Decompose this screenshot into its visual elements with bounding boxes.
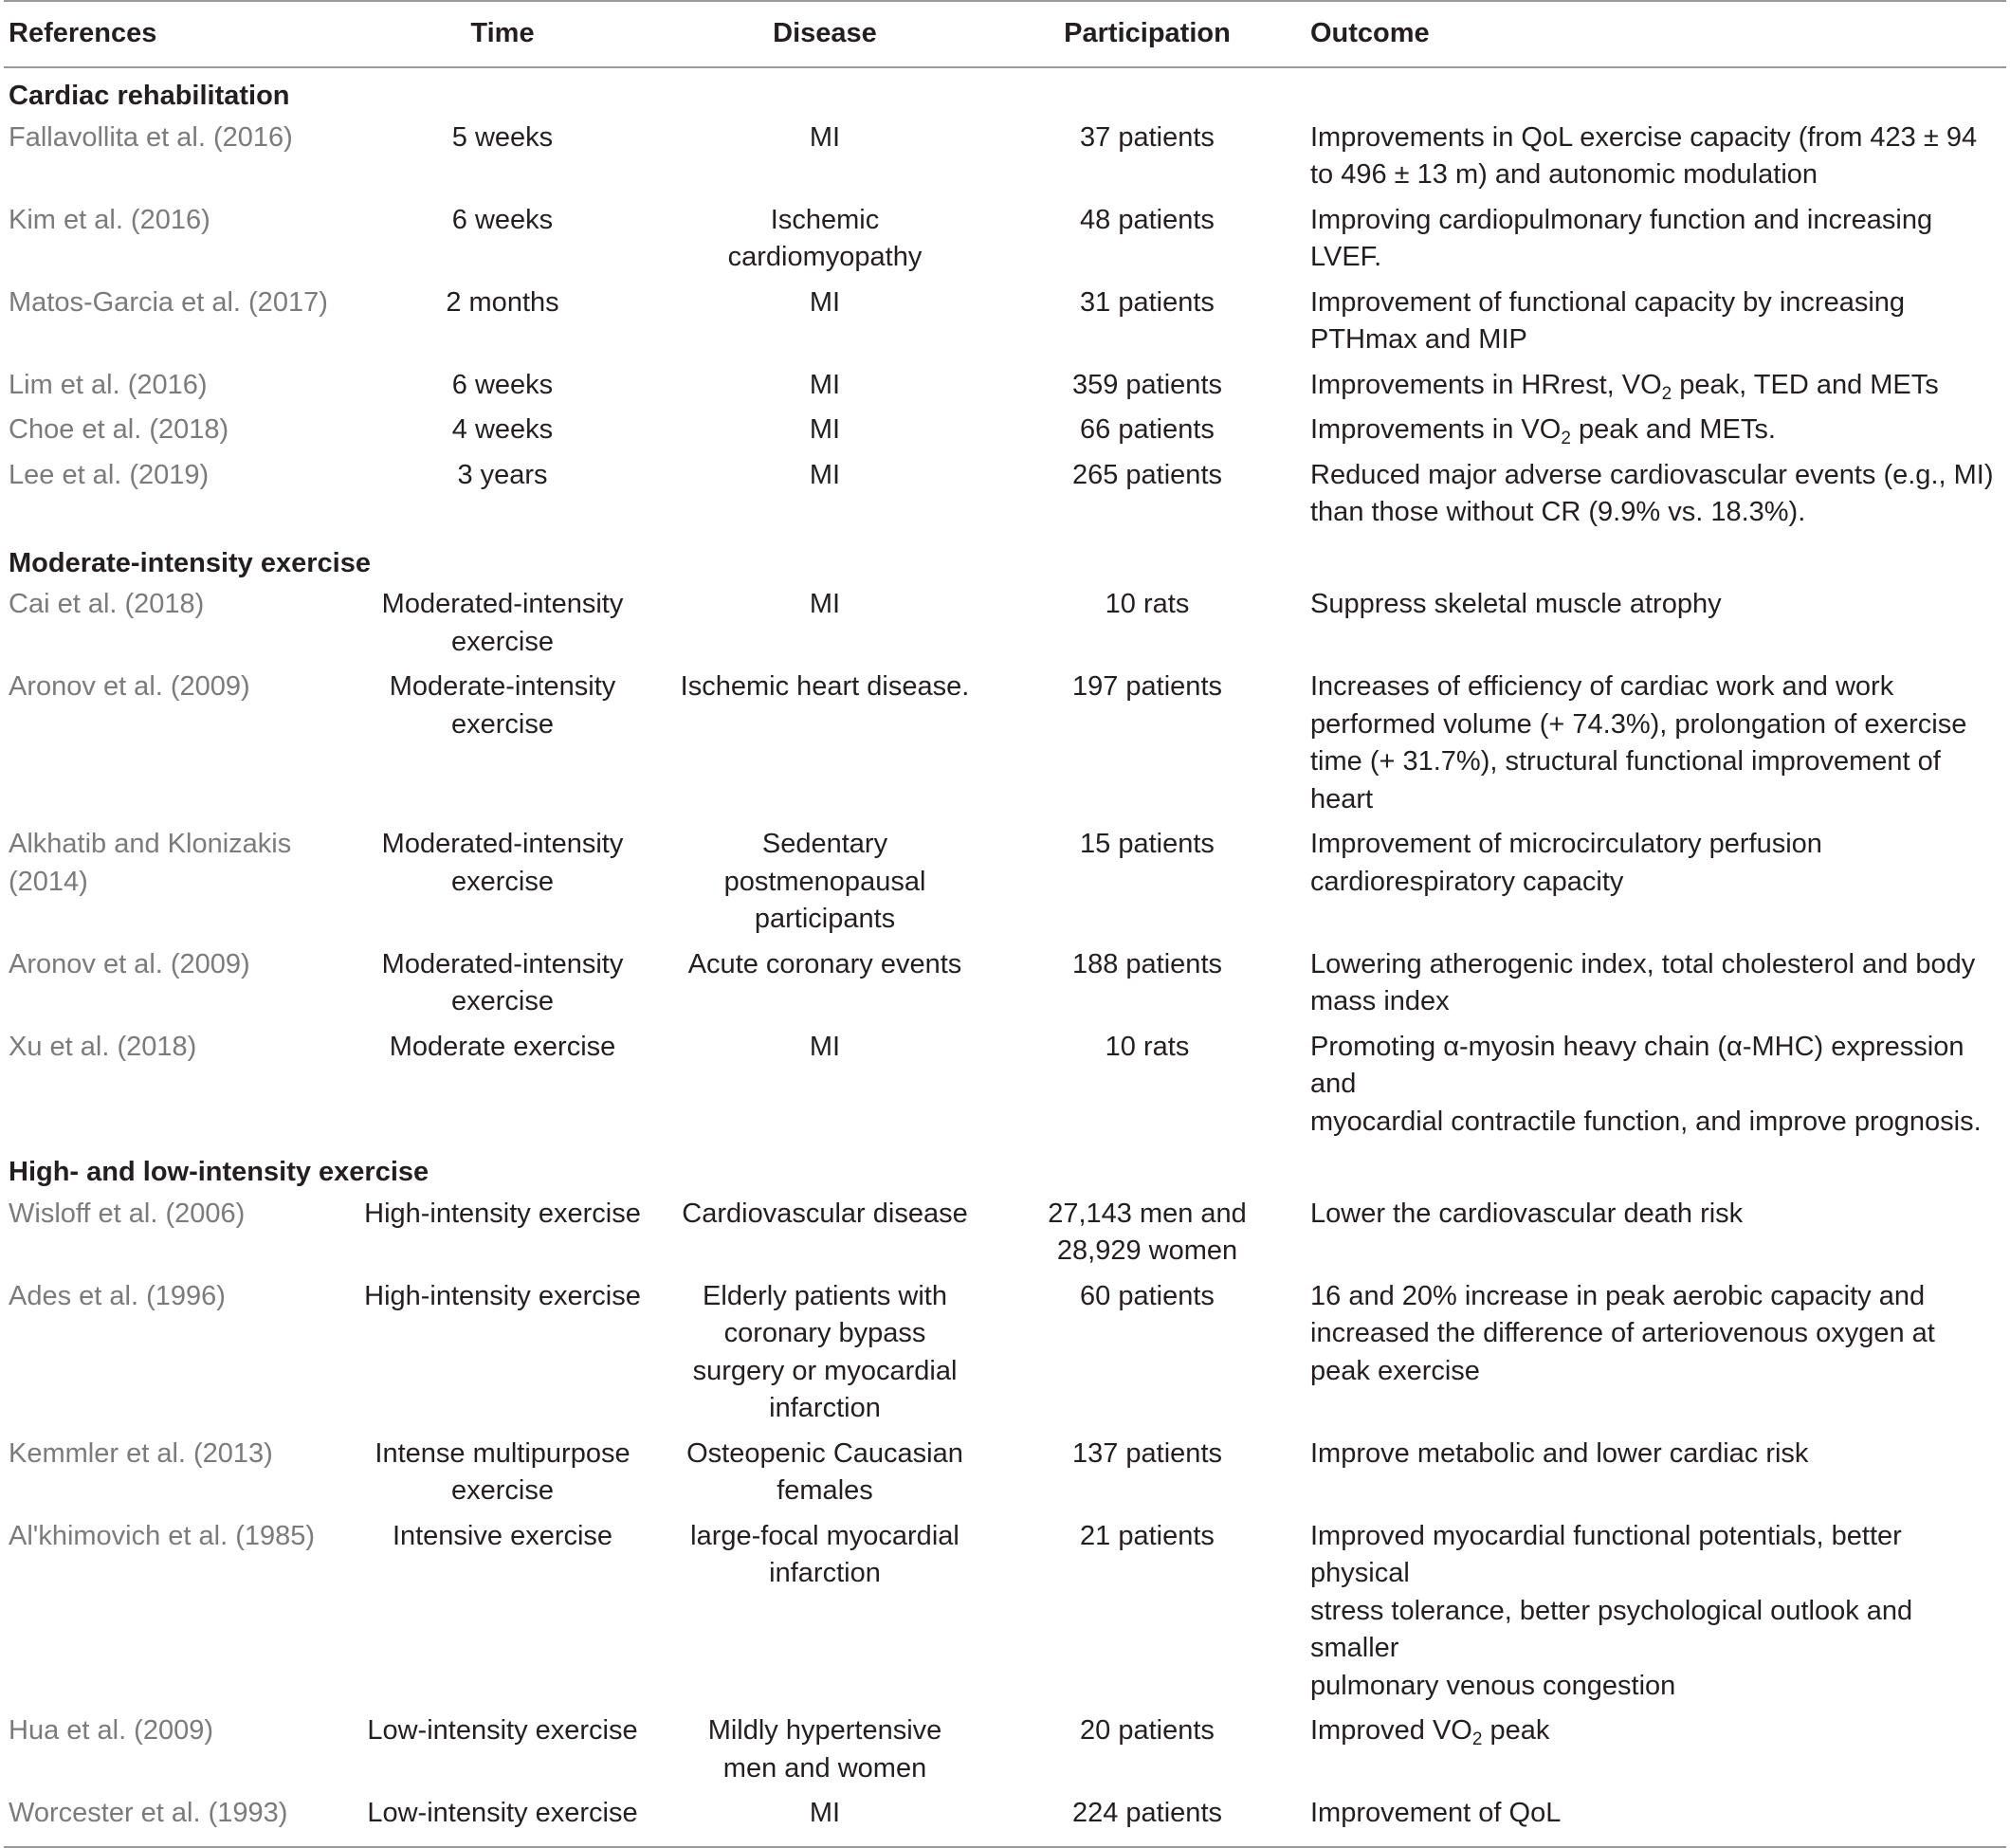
cell-line: large-focal myocardial xyxy=(690,1520,959,1551)
cell-disease: MI xyxy=(809,589,841,619)
cell-time: Low-intensity exercise xyxy=(360,1791,645,1847)
cell-line: pulmonary venous congestion xyxy=(1310,1670,1676,1701)
header-references: References xyxy=(4,1,360,67)
cell-line: Reduced major adverse cardiovascular events (e.g., MI) xyxy=(1310,459,1994,490)
cell-line: Lowering atherogenic index, total cholesterol and body xyxy=(1310,948,1976,979)
cell-disease: MI xyxy=(809,1031,841,1062)
table-row xyxy=(4,822,2006,942)
table-row xyxy=(4,408,2006,453)
table-row xyxy=(4,582,2006,665)
cell-outcome xyxy=(1289,1709,2006,1791)
outcome-text: Improved VO xyxy=(1310,1715,1472,1746)
cell-outcome: Improve metabolic and lower cardiac risk xyxy=(1310,1437,1809,1469)
cell-disease: Acute coronary events xyxy=(687,948,962,979)
cell-reference: Xu et al. (2018) xyxy=(9,1031,197,1062)
cell-line: increased the difference of arteriovenous oxygen at xyxy=(1310,1318,1935,1348)
cell-line: Moderate-intensity xyxy=(389,671,616,702)
cell-line: 16 and 20% increase in peak aerobic capacity and xyxy=(1310,1280,1926,1311)
table-row xyxy=(4,116,2006,198)
section-title: High- and low-intensity exercise xyxy=(9,1157,429,1187)
cell-time xyxy=(360,942,645,1025)
table-row xyxy=(4,363,2006,409)
cell-line: mass index xyxy=(1310,986,1450,1016)
cell-line: cardiorespiratory capacity xyxy=(1310,866,1624,897)
table-row xyxy=(4,281,2006,363)
section-title: Cardiac rehabilitation xyxy=(9,81,290,111)
cell-reference: Kemmler et al. (2013) xyxy=(9,1437,273,1469)
cell-reference: Aronov et al. (2009) xyxy=(9,948,250,979)
header-row xyxy=(4,1,2006,67)
cell-line: Intense multipurpose xyxy=(375,1437,630,1469)
cell-outcome: Suppress skeletal muscle atrophy xyxy=(1310,589,1722,619)
cell-time: 6 weeks xyxy=(451,369,554,400)
cell-reference: Ades et al. (1996) xyxy=(9,1280,226,1311)
cell-line: postmenopausal xyxy=(723,866,926,897)
cell-outcome: Improving cardiopulmonary function and increasing LVEF. xyxy=(1310,204,1933,272)
table-row xyxy=(4,1791,2006,1847)
cell-participation: 21 patients xyxy=(1080,1520,1215,1551)
cell-disease: Ischemic heart disease. xyxy=(680,671,970,702)
cell-line: Ischemic xyxy=(770,204,880,235)
cell-outcome xyxy=(1289,1025,2006,1145)
outcome-text: Improvements in HRrest, VO xyxy=(1310,369,1662,400)
cell-time xyxy=(360,582,645,665)
cell-time: 6 weeks xyxy=(451,204,554,235)
table-row xyxy=(4,1274,2006,1432)
cell-line: Osteopenic Caucasian xyxy=(686,1437,963,1469)
cell-disease xyxy=(645,1274,1005,1432)
cell-participation: 10 rats xyxy=(1105,1031,1190,1062)
cell-line: exercise xyxy=(451,708,554,740)
cell-line: Improvement of functional capacity by increasing xyxy=(1310,286,1906,318)
cell-time xyxy=(360,665,645,822)
table-row xyxy=(4,1514,2006,1710)
cell-time: Moderate exercise xyxy=(389,1031,616,1062)
cell-disease: MI xyxy=(645,1791,1005,1847)
cell-reference: Choe et al. (2018) xyxy=(9,414,229,445)
cell-participation: 359 patients xyxy=(1071,369,1222,400)
cell-line: Improved myocardial functional potentials, better physical xyxy=(1310,1520,1902,1588)
outcome-text: Improvements in VO xyxy=(1310,414,1562,445)
cell-participation: 20 patients xyxy=(1080,1715,1215,1746)
cell-participation: 66 patients xyxy=(1080,414,1215,445)
cell-line: coronary bypass xyxy=(723,1318,926,1348)
cell-time xyxy=(360,822,645,942)
cell-line: men and women xyxy=(722,1752,927,1784)
section-title: Moderate-intensity exercise xyxy=(9,547,371,578)
cell-outcome xyxy=(1289,453,2006,536)
cell-reference: Worcester et al. (1993) xyxy=(4,1791,360,1847)
cell-line: than those without CR (9.9% vs. 18.3%). xyxy=(1310,497,1806,527)
cell-line: (2014) xyxy=(9,866,88,897)
cell-reference: Matos-Garcia et al. (2017) xyxy=(9,286,328,318)
cell-outcome xyxy=(1289,1274,2006,1432)
cell-time: 4 weeks xyxy=(451,414,554,445)
cell-line: 28,929 women xyxy=(1056,1235,1238,1266)
cell-disease: Cardiovascular disease xyxy=(682,1198,968,1229)
cell-reference: Kim et al. (2016) xyxy=(9,204,210,235)
cell-outcome xyxy=(1289,408,2006,453)
cell-line: Increases of efficiency of cardiac work and work xyxy=(1310,671,1894,702)
cell-time: Intensive exercise xyxy=(392,1520,613,1551)
cell-reference: Hua et al. (2009) xyxy=(9,1715,214,1746)
cell-disease: MI xyxy=(809,369,841,400)
header-outcome: Outcome xyxy=(1289,1,2006,67)
table-row xyxy=(4,1709,2006,1791)
cell-participation: 10 rats xyxy=(1105,589,1190,619)
cell-line: Sedentary xyxy=(761,829,888,859)
table-row xyxy=(4,453,2006,536)
cell-outcome xyxy=(1289,942,2006,1025)
cell-disease: MI xyxy=(809,459,841,490)
outcome-subscript: 2 xyxy=(1661,383,1672,404)
table-body xyxy=(4,67,2006,1847)
cell-participation: 197 patients xyxy=(1071,671,1222,702)
outcome-subscript: 2 xyxy=(1561,429,1571,448)
cell-outcome xyxy=(1289,822,2006,942)
cell-line: Improvement of microcirculatory perfusion xyxy=(1310,829,1822,859)
cell-line: exercise xyxy=(451,1475,554,1506)
cell-disease xyxy=(645,1432,1005,1514)
outcome-text: peak, TED and METs xyxy=(1672,369,1939,400)
cell-disease xyxy=(645,1514,1005,1710)
outcome-subscript: 2 xyxy=(1471,1729,1483,1749)
cell-line: peak exercise xyxy=(1310,1355,1480,1386)
cell-participation: 15 patients xyxy=(1080,829,1215,859)
table-row xyxy=(4,1025,2006,1145)
cell-line: performed volume (+ 74.3%), prolongation of exercise xyxy=(1310,708,1967,740)
header-time: Time xyxy=(360,1,645,67)
cell-line: participants xyxy=(754,904,896,934)
table-row xyxy=(4,665,2006,822)
cell-line: females xyxy=(777,1475,873,1506)
header-participation: Participation xyxy=(1005,1,1289,67)
cell-line: surgery or myocardial xyxy=(692,1355,958,1386)
cell-reference: Fallavollita et al. (2016) xyxy=(9,121,293,153)
cell-line: exercise xyxy=(451,626,554,657)
cell-line: exercise xyxy=(451,986,554,1016)
outcome-text: peak and METs. xyxy=(1570,414,1776,445)
section-header-row xyxy=(4,67,2006,116)
cell-reference: Al'khimovich et al. (1985) xyxy=(9,1520,316,1551)
table-header xyxy=(4,1,2006,67)
cell-line: Improvements in QoL exercise capacity (from 423 ± 94 xyxy=(1310,121,1978,153)
cell-line: infarction xyxy=(769,1393,881,1423)
cell-line: Moderated-intensity xyxy=(381,829,624,859)
cell-participation: 48 patients xyxy=(1080,204,1215,235)
cell-line: Moderated-intensity xyxy=(381,589,624,619)
cell-participation xyxy=(1005,1192,1289,1274)
cell-line: Elderly patients with xyxy=(703,1280,947,1311)
cell-line: PTHmax and MIP xyxy=(1310,324,1527,355)
cell-outcome xyxy=(1289,1514,2006,1710)
cell-outcome xyxy=(1289,363,2006,409)
cell-reference: Aronov et al. (2009) xyxy=(9,671,250,702)
table-row xyxy=(4,198,2006,281)
cell-line: infarction xyxy=(769,1558,881,1588)
cell-line: myocardial contractile function, and improve prognosis. xyxy=(1310,1106,1982,1137)
cell-line: 27,143 men and xyxy=(1048,1198,1247,1229)
cell-disease xyxy=(645,822,1005,942)
cell-line: stress tolerance, better psychological outlook and smaller xyxy=(1310,1595,1913,1663)
cell-disease xyxy=(645,198,1005,281)
cell-reference: Lee et al. (2019) xyxy=(9,459,210,490)
cell-line: to 496 ± 13 m) and autonomic modulation xyxy=(1310,159,1818,190)
cell-time xyxy=(360,1432,645,1514)
cell-participation: 188 patients xyxy=(1071,948,1222,979)
cell-time: High-intensity exercise xyxy=(364,1198,641,1229)
cell-outcome xyxy=(1289,665,2006,822)
cell-line: time (+ 31.7%), structural functional improvement of heart xyxy=(1310,746,1941,814)
cell-participation: 60 patients xyxy=(1080,1280,1215,1311)
outcome-text: peak xyxy=(1482,1715,1550,1746)
exercise-studies-table xyxy=(4,0,2006,1848)
cell-outcome xyxy=(1289,281,2006,363)
cell-participation: 265 patients xyxy=(1071,459,1222,490)
cell-disease xyxy=(645,1709,1005,1791)
cell-reference: Lim et al. (2016) xyxy=(9,369,208,400)
cell-disease: MI xyxy=(809,286,841,318)
section-header-row xyxy=(4,1144,2006,1192)
table-row xyxy=(4,1432,2006,1514)
cell-time: 2 months xyxy=(446,286,559,318)
cell-reference xyxy=(4,822,360,942)
cell-line: cardiomyopathy xyxy=(727,242,923,272)
table-row xyxy=(4,1192,2006,1274)
cell-disease: MI xyxy=(809,121,841,153)
header-disease: Disease xyxy=(645,1,1005,67)
cell-line: exercise xyxy=(451,866,554,897)
cell-line: Mildly hypertensive xyxy=(707,1715,942,1746)
cell-participation: 31 patients xyxy=(1080,286,1215,318)
cell-participation: 137 patients xyxy=(1071,1437,1222,1469)
cell-time: Low-intensity exercise xyxy=(367,1715,638,1746)
table-row xyxy=(4,942,2006,1025)
cell-outcome xyxy=(1289,116,2006,198)
cell-disease: MI xyxy=(809,414,841,445)
cell-time: 3 years xyxy=(457,459,548,490)
cell-reference: Wisloff et al. (2006) xyxy=(9,1198,246,1229)
cell-line: Alkhatib and Klonizakis xyxy=(9,829,292,859)
cell-participation: 37 patients xyxy=(1080,121,1215,153)
cell-outcome: Lower the cardiovascular death risk xyxy=(1310,1198,1744,1229)
cell-reference: Cai et al. (2018) xyxy=(9,589,205,619)
cell-participation: 224 patients xyxy=(1005,1791,1289,1847)
cell-time: 5 weeks xyxy=(451,121,554,153)
section-header-row xyxy=(4,536,2006,583)
cell-line: Moderated-intensity xyxy=(381,948,624,979)
cell-outcome: Improvement of QoL xyxy=(1289,1791,2006,1847)
cell-line: Promoting α-myosin heavy chain (α-MHC) expression and xyxy=(1310,1031,1964,1099)
cell-time: High-intensity exercise xyxy=(364,1280,641,1311)
